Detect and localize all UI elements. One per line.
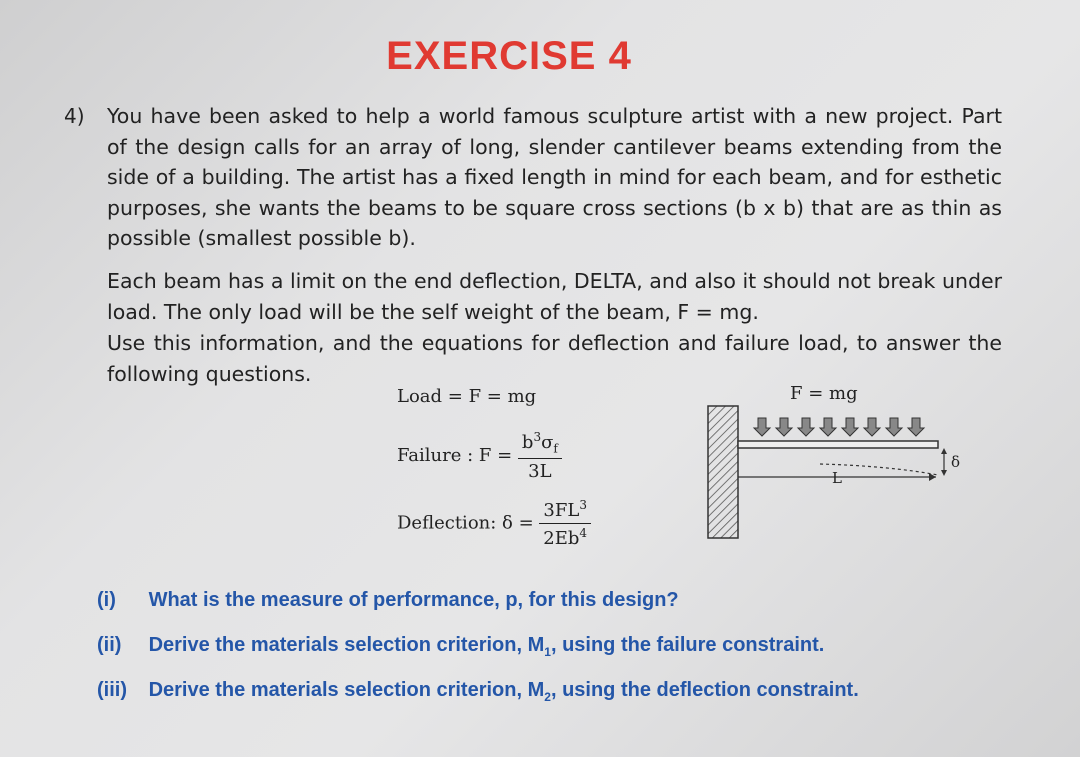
intro-paragraph: You have been asked to help a world famous sculpture artist with a new project. Part of the design calls for an array of long, slender cantilever beams extending from the side of a building. The artist has a fixed length in mind for each beam, and for esthetic purposes, she wants the beams to be square cross sections (b x b) that are as thin as possible (smallest possible b). [107,104,1002,250]
deflection-label: δ [951,453,961,471]
deflection-den-exponent: 4 [579,526,588,540]
exercise-title: EXERCISE 4 [386,34,632,78]
question-i [97,589,679,612]
question-ii-label: (ii) [97,634,122,656]
question-iii-tail: , using the deflection constraint. [550,679,859,701]
failure-equation [397,430,562,482]
deflection-numerator: 3FL [543,500,580,521]
failure-label: Failure : F = [397,444,513,466]
force-label: F = mg [790,383,858,404]
question-ii-subscript: 1 [544,645,551,659]
load-arrows [754,418,924,436]
cantilever-diagram [700,380,970,545]
question-number: 4) [64,104,85,128]
question-ii-text: Derive the materials selection criterion, M [148,634,545,656]
failure-sigma-subscript: f [553,441,558,456]
deflection-fraction [539,498,591,549]
failure-numerator: b [521,432,534,453]
question-iii-label: (iii) [97,679,127,701]
question-iii-text: Derive the materials selection criterion, M [148,679,545,701]
load-equation: Load = F = mg [397,386,537,407]
failure-sigma: σ [541,432,554,453]
failure-fraction [518,430,562,482]
deflection-label: Deflection: δ = [397,512,534,534]
failure-denominator: 3L [528,460,552,482]
failure-exponent: 3 [533,430,542,444]
wall [708,406,738,538]
deflection-num-exponent: 3 [579,498,587,512]
question-ii-tail: , using the failure constraint. [550,634,825,656]
instruction-paragraph: Use this information, and the equations for deflection and failure load, to answer the following questions. [107,331,1002,386]
question-iii-subscript: 2 [544,690,551,704]
question-ii [97,634,824,659]
constraint-paragraph: Each beam has a limit on the end deflection, DELTA, and also it should not break under load. The only load will be the self weight of the beam, F = mg. [107,269,1002,324]
question-i-label: (i) [97,589,116,611]
deflection-denominator: 2Eb [543,528,580,549]
length-label: L [832,469,842,487]
beam [738,441,938,448]
question-i-text: What is the measure of performance, p, for this design? [148,589,679,611]
deflection-equation [397,498,591,549]
question-iii [97,679,859,704]
